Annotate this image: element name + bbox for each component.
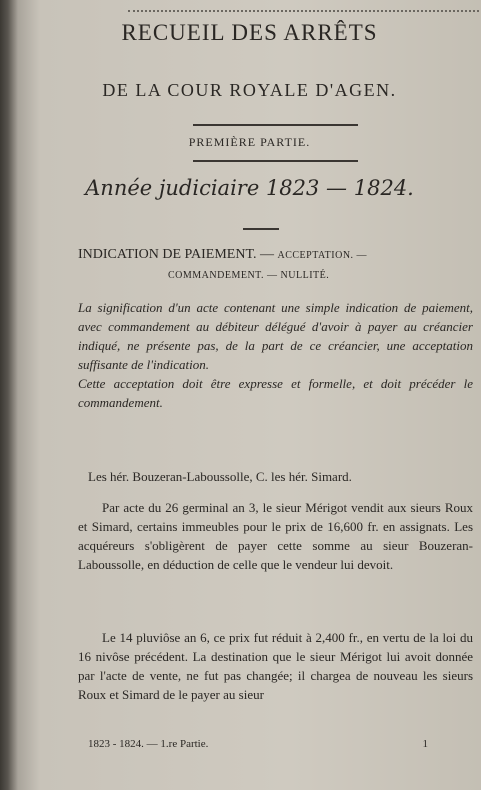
part-label: PREMIÈRE PARTIE. [188, 135, 311, 149]
short-divider [243, 228, 279, 230]
footer-signature: 1823 - 1824. — 1.re Partie. [88, 738, 209, 750]
judicial-year: Année judiciaire 1823 — 1824. [85, 176, 414, 200]
body-paragraph-1: Par acte du 26 germinal an 3, le sieur Mérigot vendit aux sieurs Roux et Simard, certains immeubles pour le prix de 16,600 fr. en assignats. Les acquéreurs s'obligèrent de payer cette somme au sieur Bouzeran-Laboussolle, en déduction de celle que le vendeur lui devoit. [78, 500, 473, 572]
page-footer [88, 738, 468, 750]
collection-title: RECUEIL DES ARRÊTS [121, 20, 378, 45]
book-page [18, 0, 481, 790]
rule-above-part [193, 124, 358, 126]
heading-main: INDICATION DE PAIEMENT. — [78, 247, 274, 262]
page-number: 1 [422, 738, 428, 750]
heading-commandement: COMMANDEMENT. — NULLITÉ. [168, 270, 330, 281]
parties-line: Les hér. Bouzeran-Laboussolle, C. les hér. Simard. [88, 469, 352, 484]
top-dotted-rule [128, 10, 481, 12]
summary-paragraph-1: La signification d'un acte contenant une simple indication de paiement, avec commandement au débiteur délégué d'avoir à payer au créancier indiqué, ne présente pas, de la part de ce créancier, une acceptation suffisante de l'indication. [78, 300, 473, 372]
case-heading [78, 245, 473, 285]
heading-acceptation: ACCEPTATION. — [277, 250, 368, 261]
court-title: DE LA COUR ROYALE D'AGEN. [102, 80, 397, 100]
body-paragraph-2: Le 14 pluviôse an 6, ce prix fut réduit à 2,400 fr., en vertu de la loi du 16 nivôse précédent. La destination que le sieur Mérigot lui avoit donnée par l'acte de vente, ne fut pas changée; il chargea de nouveau les sieurs Roux et Simard de le payer au sieur [78, 630, 473, 702]
summary-paragraph-2: Cette acceptation doit être expresse et formelle, et doit précéder le commandement. [78, 376, 473, 410]
rule-below-part [193, 160, 358, 162]
case-summary [78, 298, 473, 412]
